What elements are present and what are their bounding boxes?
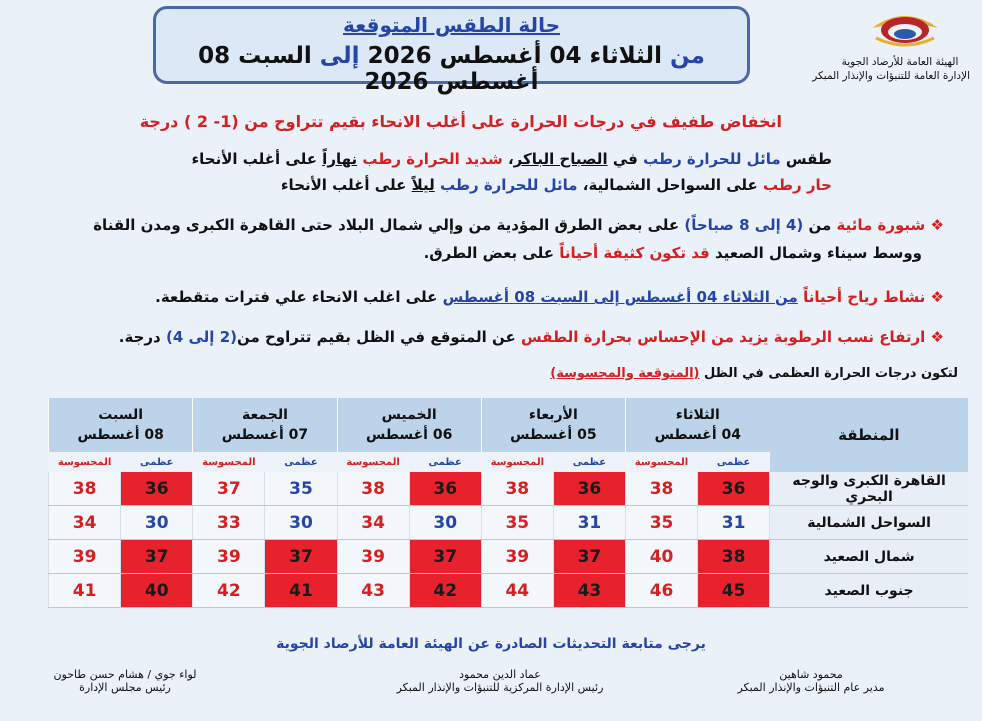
max-temp-cell: 42 — [409, 574, 481, 608]
org-department: الإدارة العامة للتنبؤات والإنذار المبكر — [812, 70, 970, 82]
summary-line-2 — [281, 176, 832, 194]
day-name: الخميس — [381, 407, 437, 423]
feels-like-cell: 38 — [49, 472, 121, 506]
subtitle-start: الثلاثاء 04 أغسطس 2026 — [367, 43, 662, 69]
feels-like-cell: 43 — [337, 574, 409, 608]
feels-like-cell: 39 — [49, 540, 121, 574]
feels-like-cell: 33 — [193, 506, 265, 540]
fog-f: قد تكون كثيفة أحياناً — [559, 244, 710, 262]
max-temp-cell: 37 — [553, 540, 625, 574]
fog-a: شبورة مائية — [836, 216, 926, 234]
subtitle-end: السبت 08 أغسطس 2026 — [198, 43, 539, 95]
day-name: الجمعة — [241, 407, 288, 423]
feels-like-cell: 37 — [193, 472, 265, 506]
hum-c: (2 إلى 4) — [165, 328, 237, 346]
table-row — [49, 506, 969, 540]
feel-label: المحسوسة — [49, 452, 121, 472]
l2b: على السواحل الشمالية، — [582, 176, 758, 194]
signature-3 — [30, 668, 220, 694]
table-row — [49, 472, 969, 506]
max-temp-cell: 41 — [265, 574, 337, 608]
table-row — [49, 540, 969, 574]
day-header — [337, 398, 481, 452]
max-label: عظمى — [698, 452, 770, 472]
day-header — [49, 398, 193, 452]
page-title: حالة الطقس المتوقعة — [343, 13, 560, 37]
hum-b: عن المتوقع في الظل بقيم تتراوح من — [236, 328, 516, 346]
l1c: في — [612, 150, 638, 168]
ema-logo-icon — [866, 8, 944, 52]
region-header: المنطقة — [770, 398, 968, 472]
l2a: حار رطب — [763, 176, 832, 194]
bullet-humidity — [119, 328, 944, 346]
max-temp-cell: 37 — [121, 540, 193, 574]
feels-like-cell: 38 — [481, 472, 553, 506]
feels-like-cell: 40 — [625, 540, 697, 574]
summary-line-1 — [192, 150, 833, 168]
feels-like-cell: 39 — [193, 540, 265, 574]
l1g: نهاراً — [322, 150, 358, 168]
max-label: عظمى — [409, 452, 481, 472]
day-header — [625, 398, 769, 452]
fog-d: على بعض الطرق المؤدية من وإلي شمال البلاد حتى القاهرة الكبرى ومدن القناة — [93, 216, 680, 234]
feels-like-cell: 35 — [481, 506, 553, 540]
feel-label: المحسوسة — [481, 452, 553, 472]
day-date: 07 أغسطس — [221, 427, 309, 443]
feels-like-cell: 46 — [625, 574, 697, 608]
subtitle-to: إلى — [319, 43, 360, 69]
day-date: 04 أغسطس — [654, 427, 742, 443]
table-caption — [550, 366, 958, 381]
region-cell: جنوب الصعيد — [770, 574, 968, 608]
max-temp-cell: 30 — [265, 506, 337, 540]
feels-like-cell: 38 — [625, 472, 697, 506]
max-temp-cell: 36 — [553, 472, 625, 506]
max-temp-cell: 45 — [698, 574, 770, 608]
fog-e: ووسط سيناء وشمال الصعيد — [714, 244, 922, 262]
max-temp-cell: 40 — [121, 574, 193, 608]
caption-a: لتكون درجات الحرارة العظمى في الظل — [704, 366, 958, 381]
table-row — [49, 574, 969, 608]
sig1-title: مدير عام التنبؤات والإنذار المبكر — [737, 681, 885, 694]
max-label: عظمى — [121, 452, 193, 472]
feels-like-cell: 42 — [193, 574, 265, 608]
max-label: عظمى — [553, 452, 625, 472]
l2d: ليلاً — [411, 176, 435, 194]
sig3-name: لواء جوي / هشام حسن طاحون — [53, 668, 197, 681]
max-temp-cell: 35 — [265, 472, 337, 506]
feels-like-cell: 39 — [481, 540, 553, 574]
sig3-title: رئيس مجلس الإدارة — [79, 681, 171, 694]
day-date: 05 أغسطس — [510, 427, 597, 443]
hum-d: درجة. — [118, 328, 161, 346]
max-temp-cell: 31 — [553, 506, 625, 540]
region-cell: القاهرة الكبرى والوجه البحري — [770, 472, 968, 506]
max-temp-cell: 36 — [121, 472, 193, 506]
max-temp-cell: 30 — [409, 506, 481, 540]
bullet-diamond-icon: ❖ — [930, 328, 944, 346]
fog-g: على بعض الطرق. — [423, 244, 554, 262]
headline: انخفاض طفيف في درجات الحرارة على أغلب الانحاء بقيم تتراوح من (1- 2 ) درجة — [139, 112, 782, 131]
l1f: شديد الحرارة رطب — [362, 150, 503, 168]
bullet-wind — [155, 288, 944, 306]
l1h: على أغلب الأنحاء — [191, 150, 317, 168]
feels-like-cell: 38 — [337, 472, 409, 506]
subtitle-from: من — [669, 43, 705, 69]
signature-1 — [706, 668, 916, 694]
hum-a: ارتفاع نسب الرطوبة يزيد من الإحساس بحرارة الطقس — [520, 328, 926, 346]
footer-note: يرجى متابعة التحديثات الصادرة عن الهيئة العامة للأرصاد الجوية — [276, 636, 706, 652]
day-name: الأربعاء — [528, 407, 578, 423]
table-body — [49, 472, 969, 608]
l1a: طقس — [785, 150, 832, 168]
l2c: مائل للحرارة رطب — [439, 176, 578, 194]
signature-2 — [370, 668, 630, 694]
feels-like-cell: 39 — [337, 540, 409, 574]
max-temp-cell: 37 — [409, 540, 481, 574]
sig1-name: محمود شاهين — [779, 668, 843, 681]
day-name: الثلاثاء — [675, 407, 720, 423]
bullet-diamond-icon: ❖ — [930, 216, 944, 234]
wind-c: على اغلب الانحاء علي فترات متقطعة. — [155, 288, 438, 306]
feel-label: المحسوسة — [193, 452, 265, 472]
max-temp-cell: 36 — [698, 472, 770, 506]
region-cell: شمال الصعيد — [770, 540, 968, 574]
page-subtitle — [156, 43, 747, 95]
l1b: مائل للحرارة رطب — [643, 150, 781, 168]
feel-label: المحسوسة — [337, 452, 409, 472]
fog-c: (4 إلى 8 صباحاً) — [684, 216, 804, 234]
day-name: السبت — [98, 407, 144, 423]
caption-b: (المتوقعة والمحسوسة) — [550, 366, 700, 381]
day-header — [481, 398, 625, 452]
feel-label: المحسوسة — [625, 452, 697, 472]
region-cell: السواحل الشمالية — [770, 506, 968, 540]
forecast-table — [48, 398, 968, 608]
feels-like-cell: 44 — [481, 574, 553, 608]
title-box — [153, 6, 750, 95]
wind-a: نشاط رياح أحياناً — [803, 288, 926, 306]
sig2-title: رئيس الإدارة المركزية للتنبؤات والإنذار المبكر — [396, 681, 604, 694]
day-date: 08 أغسطس — [77, 427, 164, 443]
max-temp-cell: 30 — [121, 506, 193, 540]
max-temp-cell: 37 — [265, 540, 337, 574]
l1d: الصباح الباكر — [513, 150, 608, 168]
feels-like-cell: 34 — [49, 506, 121, 540]
bullet-fog-line2 — [424, 244, 922, 262]
bullet-diamond-icon: ❖ — [930, 288, 944, 306]
feels-like-cell: 34 — [337, 506, 409, 540]
day-header — [193, 398, 337, 452]
l2e: على أغلب الأنحاء — [280, 176, 407, 194]
feels-like-cell: 41 — [49, 574, 121, 608]
day-date: 06 أغسطس — [365, 427, 453, 443]
fog-b: من — [808, 216, 832, 234]
wind-b: من الثلاثاء 04 أغسطس إلى السبت 08 أغسطس — [442, 288, 798, 306]
max-temp-cell: 38 — [698, 540, 770, 574]
max-temp-cell: 43 — [553, 574, 625, 608]
max-temp-cell: 31 — [698, 506, 770, 540]
max-temp-cell: 36 — [409, 472, 481, 506]
org-name: الهيئة العامة للأرصاد الجوية — [841, 56, 959, 68]
bullet-fog-line1 — [93, 216, 944, 234]
max-label: عظمى — [265, 452, 337, 472]
feels-like-cell: 35 — [625, 506, 697, 540]
l1e: ، — [507, 150, 514, 168]
sig2-name: عماد الدين محمود — [459, 668, 541, 681]
